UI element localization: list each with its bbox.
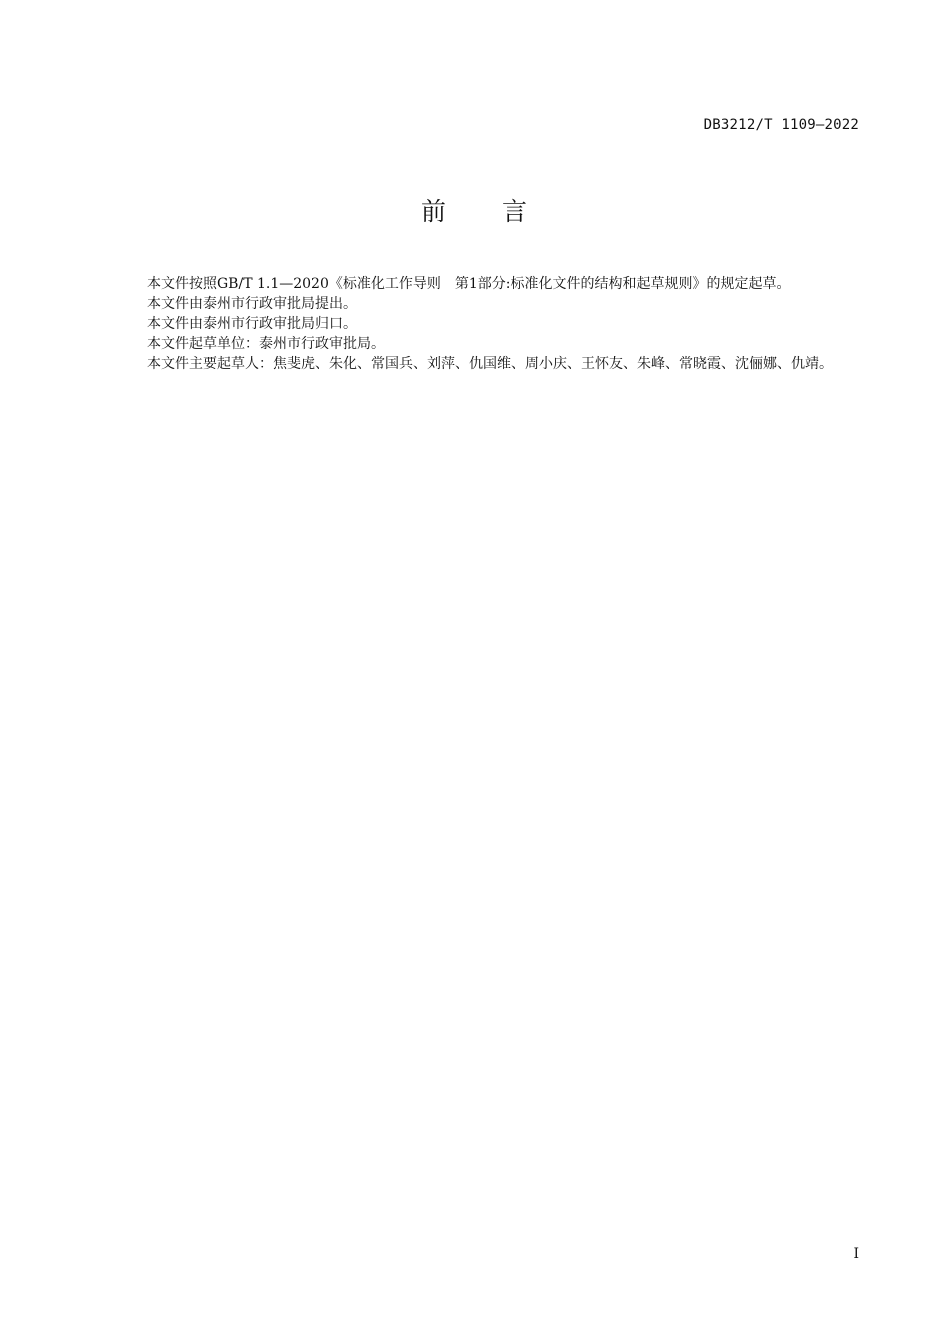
foreword-paragraph-proposer: 本文件由泰州市行政审批局提出。 — [147, 296, 357, 312]
foreword-paragraph-drafting-basis: 本文件按照GB/T 1.1—2020《标准化工作导则 第1部分:标准化文件的结构和起草规则》的规定起草。 — [147, 276, 791, 292]
foreword-paragraph-centralized-unit: 本文件由泰州市行政审批局归口。 — [147, 316, 357, 332]
document-standard-code: DB3212/T 1109—2022 — [703, 117, 859, 133]
foreword-body — [113, 274, 859, 374]
page-title: 前 言 — [420, 197, 529, 226]
foreword-paragraph-drafting-unit: 本文件起草单位：泰州市行政审批局。 — [147, 336, 385, 352]
foreword-paragraph-drafters: 本文件主要起草人：焦斐虎、朱化、常国兵、刘萍、仇国维、周小庆、王怀友、朱峰、常晓霞、沈俪娜、仇靖。 — [147, 356, 833, 372]
page-number: I — [853, 1246, 859, 1262]
